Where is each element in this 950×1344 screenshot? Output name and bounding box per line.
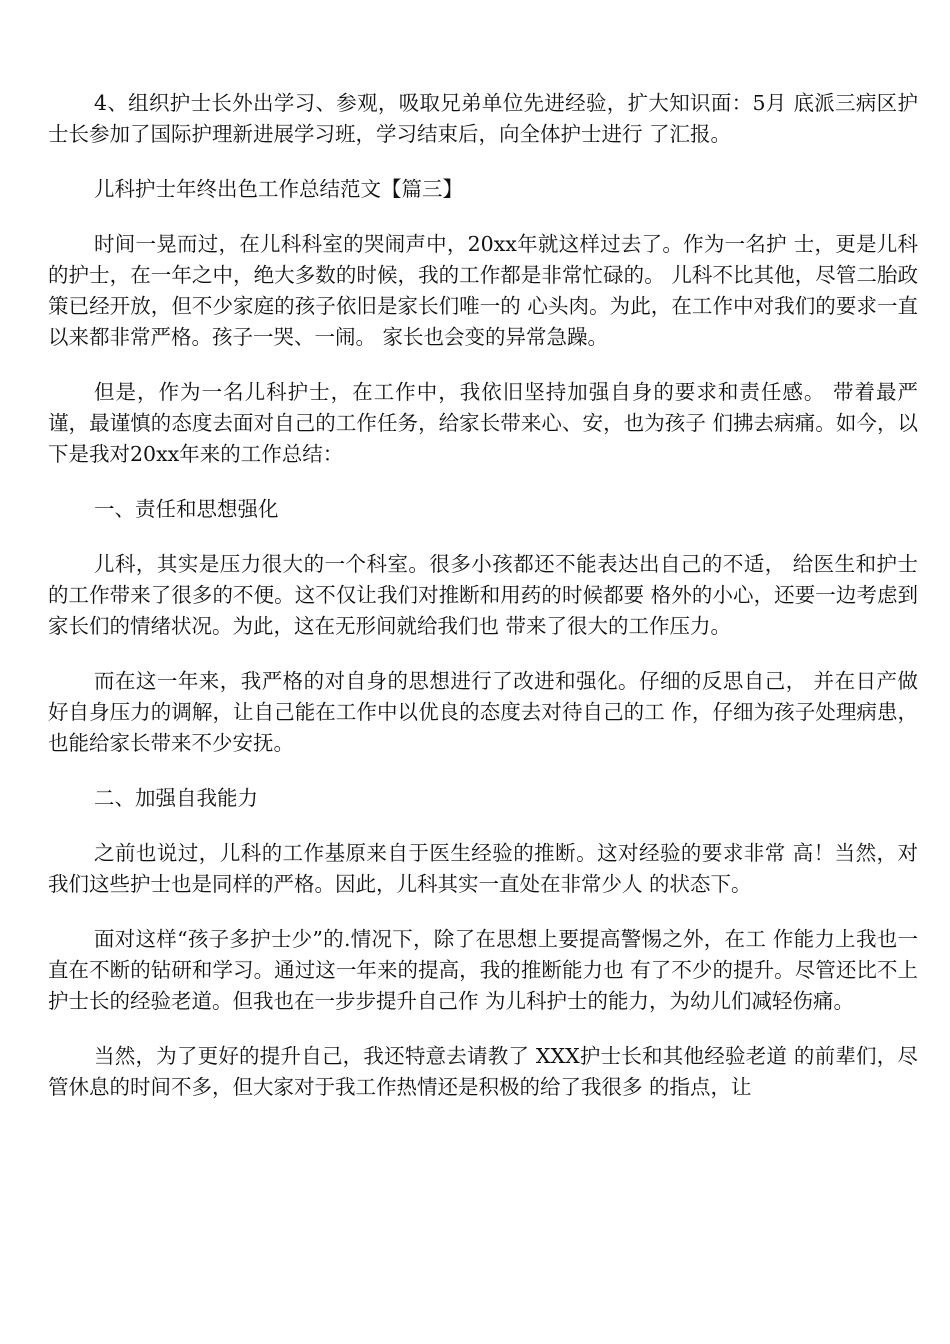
paragraph-consultation: 当然，为了更好的提升自己，我还特意去请教了 XXX护士长和其他经验老道 的前辈们，尽管休息的时间不多，但大家对于我工作热情还是积极的给了我很多 的指点，让 <box>48 1044 918 1099</box>
section-title-part3: 儿科护士年终出色工作总结范文【篇三】 <box>94 177 463 201</box>
paragraph-pressure: 儿科，其实是压力很大的一个科室。很多小孩都还不能表达出自己的不适， 给医生和护士的工作带来了很多的不便。这不仅让我们对推断和用药的时候都要 格外的小心，还要一边考虑到家长们的情绪状况。为此，这在无形间就给我们也 带来了很大的工作压力。 <box>48 552 918 638</box>
paragraph-item-4: 4、组织护士长外出学习、参观，吸取兄弟单位先进经验，扩大知识面：5月 底派三病区护士长参加了国际护理新进展学习班，学习结束后，向全体护士进行 了汇报。 <box>48 91 918 146</box>
heading-ability: 二、加强自我能力 <box>94 786 258 810</box>
paragraph-intro: 时间一晃而过，在儿科科室的哭闹声中，20xx年就这样过去了。作为一名护 士，更是儿科的护士，在一年之中，绝大多数的时候，我的工作都是非常忙碌的。 儿科不比其他，尽管二胎政策已经开放，但不少家庭的孩子依旧是家长们唯一的 心头肉。为此，在工作中对我们的要求一直以来都非常严格。孩子一哭、一闹。 家长也会变的异常急躁。 <box>48 232 918 349</box>
paragraph-commitment: 但是，作为一名儿科护士，在工作中，我依旧坚持加强自身的要求和责任感。 带着最严谨，最谨慎的态度去面对自己的工作任务，给家长带来心、安，也为孩子 们拂去病痛。如今，以下是我对20xx年来的工作总结： <box>48 380 918 466</box>
paragraph-experience: 之前也说过，儿科的工作基原来自于医生经验的推断。这对经验的要求非常 高！当然，对我们这些护士也是同样的严格。因此，儿科其实一直处在非常少人 的状态下。 <box>48 841 918 896</box>
paragraph-reflection: 而在这一年来，我严格的对自身的思想进行了改进和强化。仔细的反思自己， 并在日产做好自身压力的调解，让自己能在工作中以优良的态度去对待自己的工 作，仔细为孩子处理病患，也能给家长带来不少安抚。 <box>48 669 918 755</box>
heading-responsibility: 一、责任和思想强化 <box>94 497 279 521</box>
document-body <box>48 88 918 1127</box>
paragraph-improvement: 面对这样“孩子多护士少”的.情况下，除了在思想上要提高警惕之外，在工 作能力上我也一直在不断的钻研和学习。通过这一年来的提高，我的推断能力也 有了不少的提升。尽管还比不上护士长的经验老道。但我也在一步步提升自己作 为儿科护士的能力，为幼儿们减轻伤痛。 <box>48 927 918 1013</box>
